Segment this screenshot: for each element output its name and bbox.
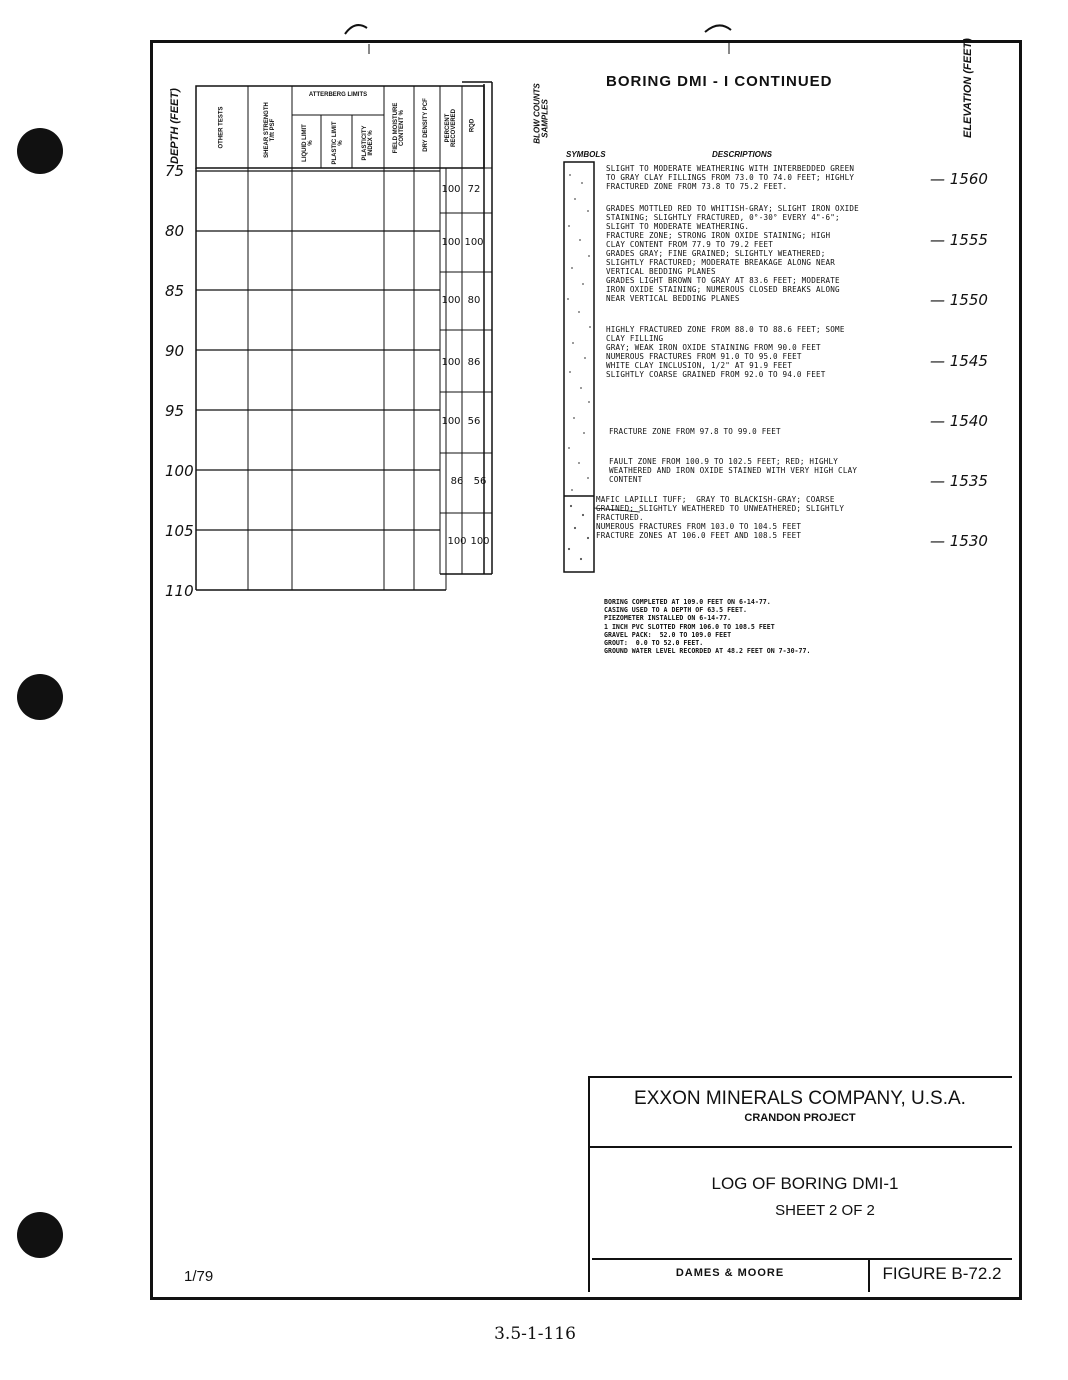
col-header-percent-recovered: PERCENT RECOVERED bbox=[445, 109, 457, 148]
description-block: GRADES MOTTLED RED TO WHITISH-GRAY; SLIGHT IRON OXIDE STAINING; SLIGHTLY FRACTURED, 0°-30° EVERY 4"-6"; SLIGHT TO MODERATE WEATHERING. FRACTURE ZONE; STRONG IRON OXIDE STAINING; HIGH CLAY CONTENT FROM 77.9 TO 79.2 FEET GRADES GRAY; FINE GRAINED; SLIGHTLY WEATHERED; SLIGHTLY FRACTURED; MODERATE BREAKAGE ALONG NEAR VERTICAL BEDDING PLANES GRADES LIGHT BROWN TO GRAY AT 83.6 FEET; MODERATE IRON OXIDE STAINING; NUMEROUS CLOSED BREAKS ALONG NEAR VERTICAL BEDDING PLANES bbox=[606, 204, 859, 303]
col-header-dry-density: DRY DENSITY PCF bbox=[423, 98, 429, 152]
test-data-grid bbox=[0, 0, 1068, 620]
percent-recovered-value: 100 bbox=[441, 295, 461, 306]
elevation-label: — 1545 bbox=[930, 352, 988, 370]
rqd-value: 100 bbox=[464, 237, 484, 248]
col-header-field-moisture: FIELD MOISTURE CONTENT % bbox=[393, 102, 405, 154]
rqd-value: 100 bbox=[470, 536, 490, 547]
rqd-value: 86 bbox=[467, 357, 481, 368]
description-block: MAFIC LAPILLI TUFF; GRAY TO BLACKISH-GRAY; COARSE GRAINED; SLIGHTLY WEATHERED TO UNWEATHERED; SLIGHTLY FRACTURED. NUMEROUS FRACTURES FROM 103.0 TO 104.5 FEET FRACTURE ZONES AT 106.0 FEET AND 108.5 FEET bbox=[596, 495, 845, 540]
depth-label: 110 bbox=[165, 582, 194, 600]
description-block: FRACTURE ZONE FROM 97.8 TO 99.0 FEET bbox=[609, 427, 781, 436]
log-title: BORING DMI - I CONTINUED bbox=[606, 73, 833, 90]
company-name: EXXON MINERALS COMPANY, U.S.A. bbox=[634, 1088, 966, 1109]
page-number: 3.5-1-116 bbox=[494, 1324, 576, 1344]
col-header-plastic-limit: PLASTIC LIMIT % bbox=[332, 121, 344, 165]
description-block: HIGHLY FRACTURED ZONE FROM 88.0 TO 88.6 FEET; SOME CLAY FILLING GRAY; WEAK IRON OXIDE STAINING FROM 90.0 FEET NUMEROUS FRACTURES FROM 91.0 TO 95.0 FEET WHITE CLAY INCLUSION, 1/2" AT 91.9 FEET SLIGHTLY COARSE GRAINED FROM 92.0 TO 94.0 FEET bbox=[606, 325, 845, 379]
depth-label: 75 bbox=[165, 162, 185, 180]
rock-pattern bbox=[567, 174, 591, 560]
punch-hole bbox=[17, 1212, 63, 1258]
percent-recovered-value: 100 bbox=[441, 357, 461, 368]
elevation-label: — 1550 bbox=[930, 291, 988, 309]
description-block: SLIGHT TO MODERATE WEATHERING WITH INTERBEDDED GREEN TO GRAY CLAY FILLINGS FROM 73.0 TO 74.0 FEET; HIGHLY FRACTURED ZONE FROM 73.8 TO 75.2 FEET. bbox=[606, 164, 855, 191]
elevation-axis-label: ELEVATION (FEET) bbox=[962, 38, 974, 138]
depth-label: 95 bbox=[165, 402, 185, 420]
rqd-value: 80 bbox=[467, 295, 481, 306]
depth-axis-label: DEPTH (FEET) bbox=[169, 88, 181, 164]
elevation-label: — 1535 bbox=[930, 472, 988, 490]
percent-recovered-value: 86 bbox=[450, 476, 464, 487]
figure-number: FIGURE B-72.2 bbox=[882, 1264, 1002, 1283]
title-block-divider bbox=[592, 1258, 1012, 1260]
blow-counts-label: BLOW COUNTS bbox=[532, 83, 542, 144]
sheet-number: SHEET 2 OF 2 bbox=[775, 1202, 875, 1219]
revision-date: 1/79 bbox=[184, 1268, 214, 1285]
col-header-shear-strength: SHEAR STRENGTH T/ft PSF bbox=[264, 102, 276, 158]
depth-label: 85 bbox=[165, 282, 185, 300]
boring-notes: BORING COMPLETED AT 109.0 FEET ON 6-14-77. CASING USED TO A DEPTH OF 63.5 FEET. PIEZOMETER INSTALLED ON 6-14-77. 1 INCH PVC SLOTTED FROM 106.0 TO 108.5 FEET GRAVEL PACK: 52.0 TO 109.0 FEET GROUT: 0.0 TO 52.0 FEET. GROUND WATER LEVEL RECORDED AT 48.2 FEET ON 7-30-77. bbox=[604, 598, 811, 656]
col-header-other-tests: OTHER TESTS bbox=[218, 106, 225, 149]
depth-label: 100 bbox=[165, 462, 194, 480]
rqd-value: 72 bbox=[467, 184, 481, 195]
symbols-label: SYMBOLS bbox=[566, 150, 606, 159]
drawing-title: LOG OF BORING DMI-1 bbox=[711, 1174, 899, 1193]
depth-label: 80 bbox=[165, 222, 185, 240]
rqd-value: 56 bbox=[467, 416, 481, 427]
percent-recovered-value: 100 bbox=[441, 237, 461, 248]
elevation-label: — 1540 bbox=[930, 412, 988, 430]
percent-recovered-value: 100 bbox=[441, 184, 461, 195]
title-block-divider bbox=[588, 1146, 1012, 1148]
samples-label: SAMPLES bbox=[540, 99, 550, 138]
depth-label: 90 bbox=[165, 342, 185, 360]
col-header-liquid-limit: LIQUID LIMIT % bbox=[302, 124, 314, 162]
col-header-rqd: RQD bbox=[469, 118, 476, 133]
percent-recovered-value: 100 bbox=[441, 416, 461, 427]
elevation-label: — 1560 bbox=[930, 170, 988, 188]
project-name: CRANDON PROJECT bbox=[744, 1112, 856, 1124]
col-header-plasticity-index: PLASTICITY INDEX % bbox=[362, 125, 374, 161]
firm-name: DAMES & MOORE bbox=[675, 1267, 785, 1279]
punch-hole bbox=[17, 674, 63, 720]
rqd-value: 56 bbox=[473, 476, 487, 487]
title-block-divider bbox=[868, 1258, 870, 1292]
description-block: FAULT ZONE FROM 100.9 TO 102.5 FEET; RED; HIGHLY WEATHERED AND IRON OXIDE STAINED WITH VERY HIGH CLAY CONTENT bbox=[609, 457, 858, 484]
depth-label: 105 bbox=[165, 522, 194, 540]
descriptions-label: DESCRIPTIONS bbox=[712, 150, 773, 159]
elevation-label: — 1530 bbox=[930, 532, 988, 550]
percent-recovered-value: 100 bbox=[447, 536, 467, 547]
col-header-atterberg: ATTERBERG LIMITS bbox=[308, 92, 368, 98]
elevation-label: — 1555 bbox=[930, 231, 988, 249]
